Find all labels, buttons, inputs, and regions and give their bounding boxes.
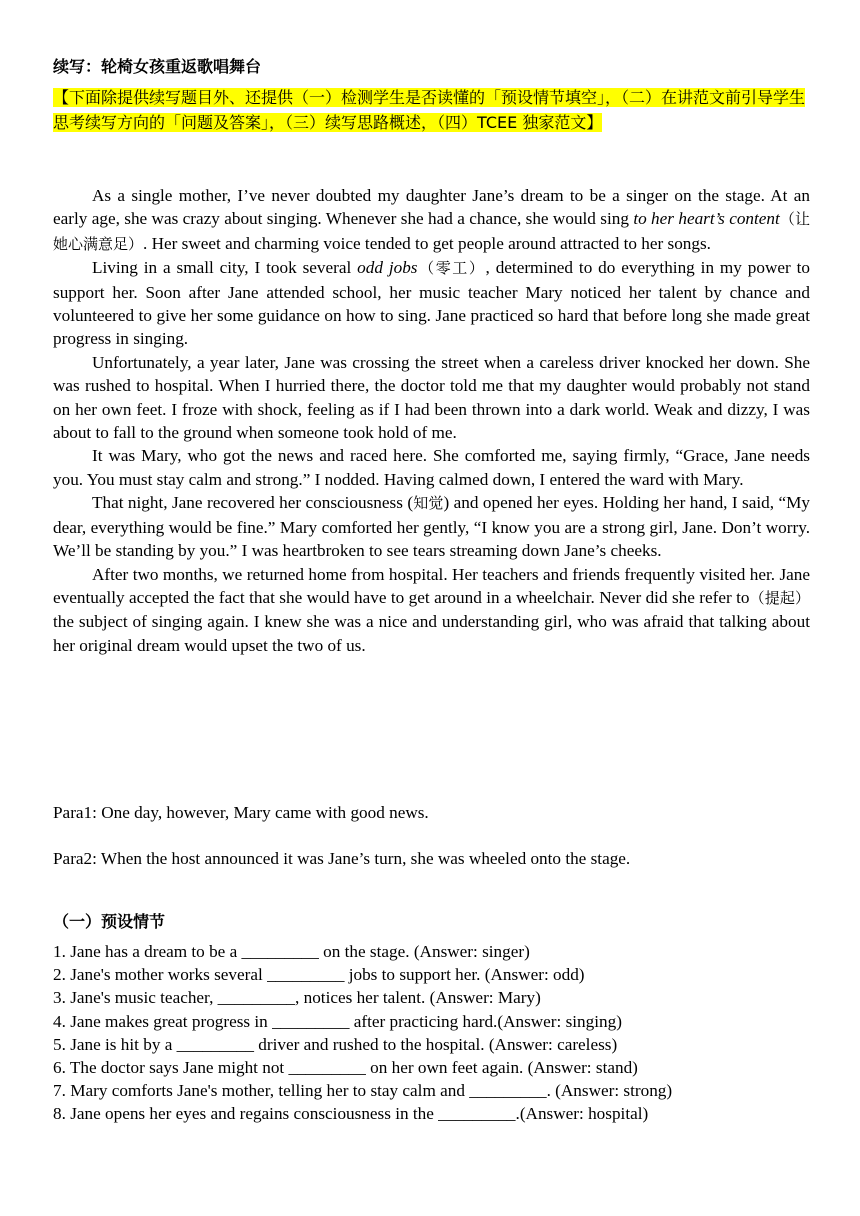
chinese-gloss: （提起）	[749, 588, 810, 607]
story-paragraph-6: After two months, we returned home from hospital. Her teachers and friends frequently visited her. Jane eventually accepted the fact that she would have to get around in a wheelchair. Never did she refer to（提起）the subject of singing again. I knew she was a nice and understanding girl, who was afraid that talking about her original dream would upset the two of us.	[53, 564, 810, 655]
story-paragraph-3: Unfortunately, a year later, Jane was crossing the street when a careless driver knocked her down. She was rushed to hospital. When I hurried there, the doctor told me that my daughter would probably not stand on her own feet. I froze with shock, feeling as if I had been thrown into a dark world. Weak and dizzy, I was about to fall to the ground when someone took hold of me.	[53, 352, 810, 443]
question-list	[53, 940, 833, 1126]
para2-prompt: Para2: When the host announced it was Jane’s turn, she was wheeled onto the stage.	[53, 849, 631, 868]
list-item: 6. The doctor says Jane might not _________ on her own feet again. (Answer: stand)	[53, 1058, 638, 1078]
story-paragraph-5: That night, Jane recovered her consciousness (知觉) and opened her eyes. Holding her hand, I said, “My dear, everything would be fine.” Mary comforted her gently, “I know you are a strong girl, Jane. Don’t worry. We’ll be standing by you.” I was heartbroken to see tears streaming down Jane’s cheeks.	[53, 493, 810, 561]
story-paragraph-2: Living in a small city, I took several odd jobs（零工）, determined to do everything in my power to support her. Soon after Jane attended school, her music teacher Mary noticed her talent by chance and volunteered to give her some guidance on how to sing. Jane practiced so hard that before long she made great progress in singing.	[53, 258, 811, 349]
italic-phrase: odd jobs	[357, 258, 418, 278]
list-item: 1. Jane has a dream to be a _________ on the stage. (Answer: singer)	[53, 942, 530, 961]
story-paragraph-4: It was Mary, who got the news and raced here. She comforted me, saying firmly, “Grace, Jane needs you. You must stay calm and strong.” I nodded. Having calmed down, I entered the ward with Mary.	[53, 446, 810, 489]
story-paragraph-1: As a single mother, I’ve never doubted my daughter Jane’s dream to be a singer on the stage. At an early age, she was crazy about singing. Whenever she had a chance, she would sing to her heart’s content（让她心满意足）. Her sweet and charming voice tended to get people around attracted to her songs.	[53, 186, 810, 253]
italic-phrase: to her heart’s content	[633, 209, 780, 229]
document-title: 续写：轮椅女孩重返歌唱舞台	[53, 57, 262, 76]
list-item: 3. Jane's music teacher, _________, notices her talent. (Answer: Mary)	[53, 988, 541, 1008]
story-text	[53, 184, 810, 657]
chinese-gloss: 知觉	[413, 494, 444, 513]
section-title-preset-plot: （一）预设情节	[53, 912, 166, 931]
chinese-gloss: （零工）	[417, 259, 486, 278]
list-item: 7. Mary comforts Jane's mother, telling her to stay calm and _________. (Answer: strong)	[53, 1081, 673, 1101]
intro-highlight-text: 【下面除提供续写题目外、还提供（一）检测学生是否读懂的「预设情节填空」，（二）在讲范文前引导学生思考续写方向的「问题及答案」，（三）续写思路概述，（四）TCEE 独家范文】	[53, 88, 806, 132]
chinese-gloss: （让她心满意足）	[53, 210, 810, 253]
para1-prompt: Para1: One day, however, Mary came with good news.	[53, 803, 429, 822]
intro-note	[53, 85, 813, 135]
list-item: 8. Jane opens her eyes and regains consciousness in the _________.(Answer: hospital)	[53, 1104, 649, 1124]
list-item: 2. Jane's mother works several _________ jobs to support her. (Answer: odd)	[53, 965, 585, 985]
list-item: 5. Jane is hit by a _________ driver and rushed to the hospital. (Answer: careless)	[53, 1034, 618, 1054]
list-item: 4. Jane makes great progress in _________ after practicing hard.(Answer: singing)	[53, 1011, 622, 1031]
